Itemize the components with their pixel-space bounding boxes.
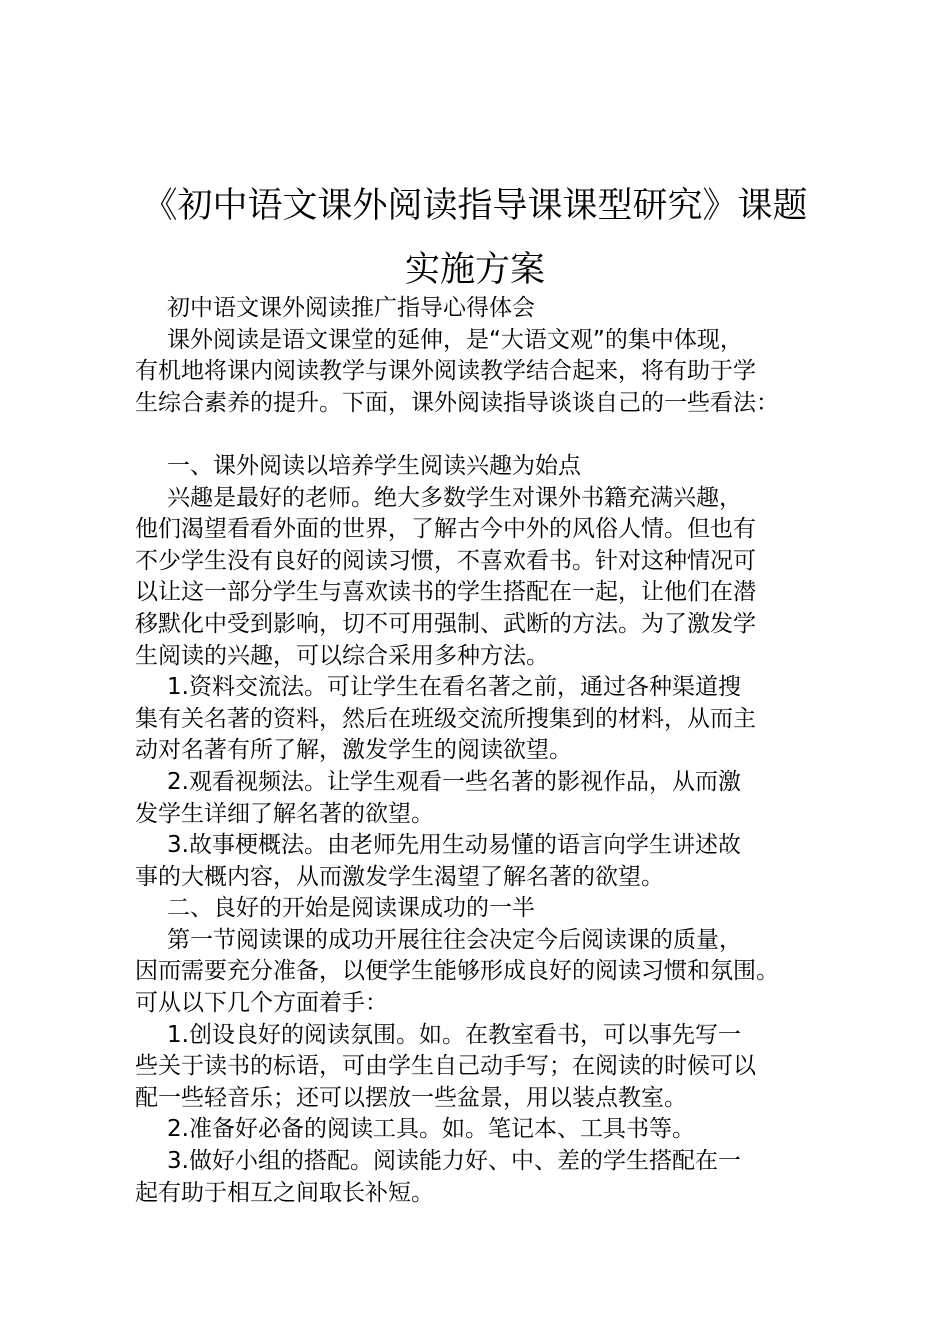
subtitle-line: 初中语文课外阅读推广指导心得体会 xyxy=(167,295,535,321)
paragraph-line: 第一节阅读课的成功开展往往会决定今后阅读课的质量， xyxy=(167,926,742,953)
section-heading-1: 一、课外阅读以培养学生阅读兴趣为始点 xyxy=(167,452,581,479)
list-item-line: 些关于读书的标语，可由学生自己动手写；在阅读的时候可以 xyxy=(135,1053,756,1080)
paragraph-line: 以让这一部分学生与喜欢读书的学生搭配在一起，让他们在潜 xyxy=(135,579,756,606)
list-item-line: 配一些轻音乐；还可以摆放一些盆景，用以装点教室。 xyxy=(135,1084,687,1111)
document-title-line-2: 实施方案 xyxy=(404,250,545,290)
list-item-line: 2.准备好必备的阅读工具。如。笔记本、工具书等。 xyxy=(167,1116,695,1143)
paragraph-line: 课外阅读是语文课堂的延伸，是“大语文观”的集中体现， xyxy=(167,326,743,353)
list-item-line: 集有关名著的资料，然后在班级交流所搜集到的材料，从而主 xyxy=(135,705,756,732)
list-item-line: 事的大概内容，从而激发学生渴望了解名著的欲望。 xyxy=(135,863,664,890)
paragraph-line: 生综合素养的提升。下面，课外阅读指导谈谈自己的一些看法： xyxy=(135,389,779,416)
blank-line xyxy=(135,419,835,451)
list-item-line: 动对名著有所了解，激发学生的阅读欲望。 xyxy=(135,737,572,764)
list-item-line: 3.故事梗概法。由老师先用生动易懂的语言向学生讲述故 xyxy=(167,832,741,859)
list-item-line: 2.观看视频法。让学生观看一些名著的影视作品，从而激 xyxy=(167,768,741,795)
document-title-line-1: 《初中语文课外阅读指导课课型研究》课题 xyxy=(142,186,808,226)
list-item-line: 1.资料交流法。可让学生在看名著之前，通过各种渠道搜 xyxy=(167,674,741,701)
paragraph-line: 不少学生没有良好的阅读习惯，不喜欢看书。针对这种情况可 xyxy=(135,547,756,574)
document-body xyxy=(135,293,835,1209)
section-heading-2: 二、良好的开始是阅读课成功的一半 xyxy=(167,895,535,922)
paragraph-line: 有机地将课内阅读教学与课外阅读教学结合起来，将有助于学 xyxy=(135,358,756,385)
list-item-line: 起有助于相互之间取长补短。 xyxy=(135,1179,434,1206)
list-item-line: 发学生详细了解名著的欲望。 xyxy=(135,800,434,827)
paragraph-line: 生阅读的兴趣，可以综合采用多种方法。 xyxy=(135,642,549,669)
paragraph-line: 他们渴望看看外面的世界，了解古今中外的风俗人情。但也有 xyxy=(135,516,756,543)
paragraph-line: 因而需要充分准备，以便学生能够形成良好的阅读习惯和氛围。 xyxy=(135,958,779,985)
list-item-line: 1.创设良好的阅读氛围。如。在教室看书，可以事先写一 xyxy=(167,1021,741,1048)
paragraph-line: 移默化中受到影响，切不可用强制、武断的方法。为了激发学 xyxy=(135,610,756,637)
paragraph-line: 兴趣是最好的老师。绝大多数学生对课外书籍充满兴趣， xyxy=(167,484,742,511)
list-item-line: 3.做好小组的搭配。阅读能力好、中、差的学生搭配在一 xyxy=(167,1148,741,1175)
paragraph-line: 可从以下几个方面着手： xyxy=(135,990,388,1017)
